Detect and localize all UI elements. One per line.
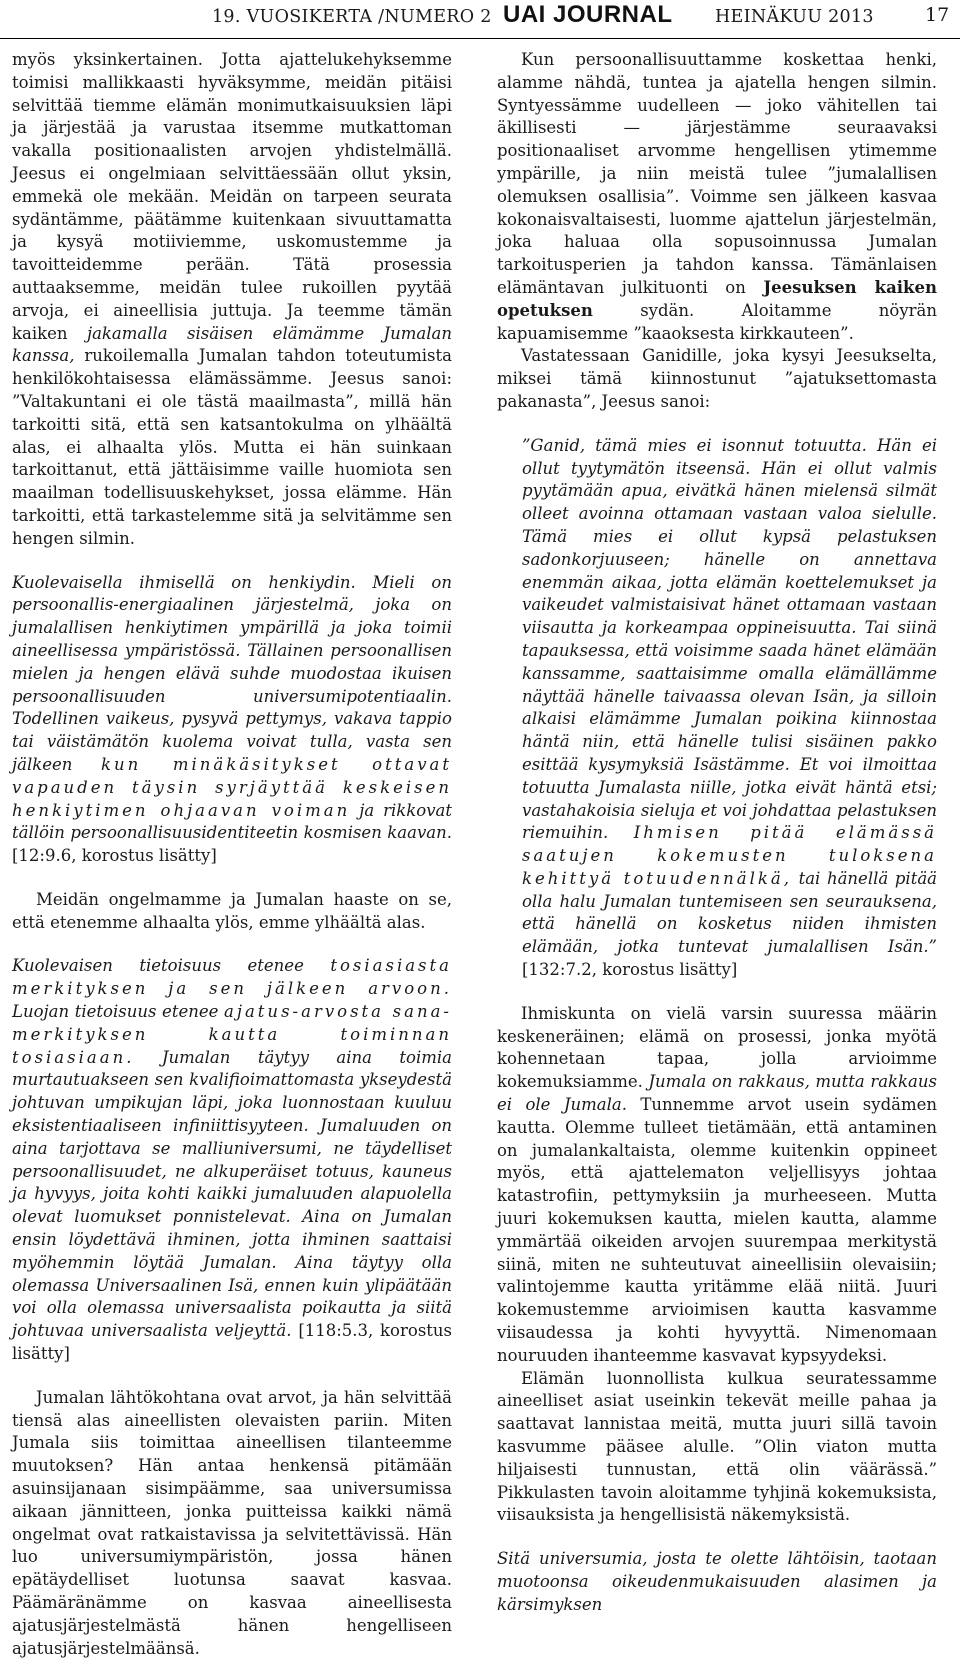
quote-block: ”Ganid, tämä mies ei isonnut totuutta. Hän ei ollut tyytymätön itseensä. Hän ei ollut valmis pyytämään apua, eivätkä hänen mielensä silmät olleet avoinna ottamaan vastaan valoa sielulle. Tämä mies ei ollut kypsä pelastuksen sadonkorjuuseen; hänelle on annettava enemmän aikaa, jotta elämän koettelemukset ja vaikeudet valmistaisivat hänet ottamaan vastaan viisautta ja korkeampaa oppineisuutta. Tai siinä tapauksessa, että voisimme saada hänet elämään kanssamme, saattaisimme omalla elämällämme näyttää hänelle taivaassa olevan Isän, ja silloin alkaisi elämämme Jumalan poikina kiinnostaa häntä niin, että hänelle tulisi sisäinen pakko esittää kysymyksiä Isästämme. Et voi ilmoittaa totuutta Jumalasta niille, jotka eivät häntä etsi; vastahakoisia sieluja et voi johdattaa pelastuksen riemuihin. Ihmisen pitää elämässä saatujen kokemusten tuloksena kehittyä totuudennälkä, tai hänellä pitää olla halu Jumalan tuntemiseen sen seurauksena, että hänellä on kosketus niiden ihmisten elämään, jotka tuntevat jumalallisen Isän.” [132:7.2, korostus lisätty]: [522, 435, 937, 980]
paragraph: Ihmiskunta on vielä varsin suuressa määrin keskeneräinen; elämä on prosessi, jonka myötä kohennetaan tapaa, jolla arvioimme kokemuksiamme. Jumala on rakkaus, mutta rakkaus ei ole Jumala. Tunnemme arvot usein sydämen kautta. Olemme tulleet tietämään, että antaminen on jumalankaltaista, olemme kuitenkin oppineet myös, että ajattelematon veljellisyys johtaa katastrofiin, pettymyksiin ja murheeseen. Mutta juuri kokemuksen kautta, mielen kautta, alamme ymmärtää oikeiden arvojen suurempaa merkitystä siinä, miten ne suhteutuvat aineellisiin olevaisiin; valintojemme kautta yritämme elää niitä. Juuri kokemustemme arvioimisen kautta kasvamme viisaudessa ja kohti hyvyyttä. Nimenomaan nouruuden ihanteemme kasvavat kypsyydeksi.: [497, 1003, 938, 1365]
paragraph: Kun persoonallisuuttamme koskettaa henki, alamme nähdä, tuntea ja ajatella hengen silmin. Syntyessämme uudelleen — joko vähitellen tai äkillisesti — järjestämme seuraavaksi positionaaliset arvomme hengellisen ytimemme ympärille, ja niin meistä tulee ”jumalallisen olemuksen osallisia”. Voimme sen jälkeen kasvaa kokonaisvaltaisesti, luomme ajattelun järjestelmän, joka haluaa olla sopusoinnussa Jumalan tarkoitusperien ja tahdon kanssa. Tämänlaisen elämäntavan julkituonti on Jeesuksen kaiken opetuksen sydän. Aloitamme nöyrän kapuamisemme ”kaaoksesta kirkkauteen”.: [497, 50, 938, 343]
header-rule: [0, 38, 960, 39]
quote-block: Kuolevaisen tietoisuus etenee tosiasiasta merkityksen ja sen jälkeen arvoon. Luojan tietoisuus etenee ajatus-arvosta sana-merkityksen kautta toiminnan tosiasiaan. Jumalan täytyy aina toimia murtautuakseen sen kvalifioimattomasta ykseydestä johtuvan umpikujan läpi, joka luonnostaan kuuluu eksistentiaaliseen infiniittisyyteen. Jumaluuden on aina tarjottava se malliuniversumi, ne täydelliset persoonallisuudet, ne alkuperäiset totuus, kauneus ja hyvyys, joita kohti kaikki jumaluuden alapuolella olevat luomukset ponnistelevat. Aina on Jumalan ensin löydettävä ihminen, jotta ihminen saattaisi myöhemmin löytää Jumalan. Aina täytyy olla olemassa Universaalinen Isä, ennen kuin ylipäätään voi olla olemassa universaalista poikautta ja siitä johtuvaa universaalista veljeyttä. [118:5.3, korostus lisätty]: [12, 956, 453, 1364]
left-column: [12, 49, 452, 1660]
issue-date: HEINÄKUU 2013: [715, 7, 874, 27]
quote-block: Sitä universumia, josta te olette lähtöisin, taotaan muotoonsa oikeudenmukaisuuden alasimen ja kärsimyksen: [497, 1549, 937, 1614]
quote-block: Kuolevaisella ihmisellä on henkiydin. Mieli on persoonallis-energiaalinen järjestelmä, joka on jumalallisen henkiytimen ympärillä ja joka toimii aineellisessa ympäristössä. Tällainen persoonallisen mielen ja hengen elävä suhde muodostaa ikuisen persoonallisuuden universumipotentiaalin. Todellinen vaikeus, pysyvä pettymys, vakava tappio tai väistämätön kuolema voivat tulla, vasta sen jälkeen kun minäkäsitykset ottavat vapauden täysin syrjäyttää keskeisen henkiytimen ohjaavan voiman ja rikkovat tällöin persoonallisuusidentiteetin kosmisen kaavan. [12:9.6, korostus lisätty]: [12, 572, 453, 866]
journal-title: UAI JOURNAL: [503, 1, 673, 28]
paragraph: Jumalan lähtökohtana ovat arvot, ja hän selvittää tiensä alas aineellisten olevaisten pariin. Miten Jumala siis toimittaa aineellisen tilanteemme muutoksen? Hän antaa henkensä pitämään asuinsijanaan sisimpäämme, saa universumissa aikaan jännitteen, jonka puitteissa kaikki nämä ongelmat ovat ratkaistavissa ja selvitettävissä. Hän luo universumiympäristön, jossa hänen epätäydelliset luotunsa saavat kasvaa. Päämäränämme on kasvaa aineellisesta ajatusjärjestelmästä hänen hengelliseen ajatusjärjestelmäänsä.: [12, 1387, 452, 1658]
page-number: 17: [925, 4, 950, 26]
paragraph: Elämän luonnollista kulkua seuratessamme aineelliset asiat useinkin tekevät meille pahaa ja saattavat lannistaa meitä, mutta juuri sillä tavoin kasvumme pääsee alulle. ”Olin viaton mutta hiljaisesti tunnustan, että olin väärässä.” Pikkulasten tavoin aloitamme tyhjinä kokemuksista, viisauksista ja hengellisistä näkemyksistä.: [497, 1368, 937, 1525]
paragraph: Vastatessaan Ganidille, joka kysyi Jeesukselta, miksei tämä kiinnostunut ”ajatuksettomasta pakanasta”, Jeesus sanoi:: [497, 346, 937, 411]
page-header: [0, 0, 960, 40]
paragraph: myös yksinkertainen. Jotta ajattelukehyksemme toimisi mallikkaasti hyväksymme, meidän pitäisi selvittää tiemme elämän monimutkaisuuksien läpi ja järjestää ja varustaa itsemme mutkattoman vakalla positionaalisten arvojen yhdistelmällä. Jeesus ei ongelmiaan selvittäessään ollut yksin, emmekä ole mekään. Meidän on tarpeen seurata sydäntämme, päätämme kuitenkaan sivuuttamatta ja kysyä motiiviemme, uskomustemme ja tavoitteidemme perään. Tätä prosessia auttaaksemme, meidän tulee rukoillen pyytää arvoja, ei aineellisia juttuja. Ja teemme tämän kaiken jakamalla sisäisen elämämme Jumalan kanssa, rukoilemalla Jumalan tahdon toteutumista henkilökohtaisessa elämässämme. Jeesus sanoi: ”Valtakuntani ei ole tästä maailmasta”, millä hän tarkoitti sitä, että sen katsantokulma on ylhäältä alas, ei alhaalta ylös. Mutta ei hän suinkaan tarkoittanut, että jättäisimme vaille huomiota sen maailman todellisuuskehykset, jossa elämme. Hän tarkoitti, että tarkastelemme sitä ja selvitämme sen hengen silmin.: [12, 50, 452, 548]
paragraph: Meidän ongelmamme ja Jumalan haaste on se, että etenemme alhaalta ylös, emme ylhäältä alas.: [12, 889, 452, 932]
issue-label: 19. VUOSIKERTA /NUMERO 2: [212, 7, 492, 27]
right-column: [497, 49, 937, 1617]
